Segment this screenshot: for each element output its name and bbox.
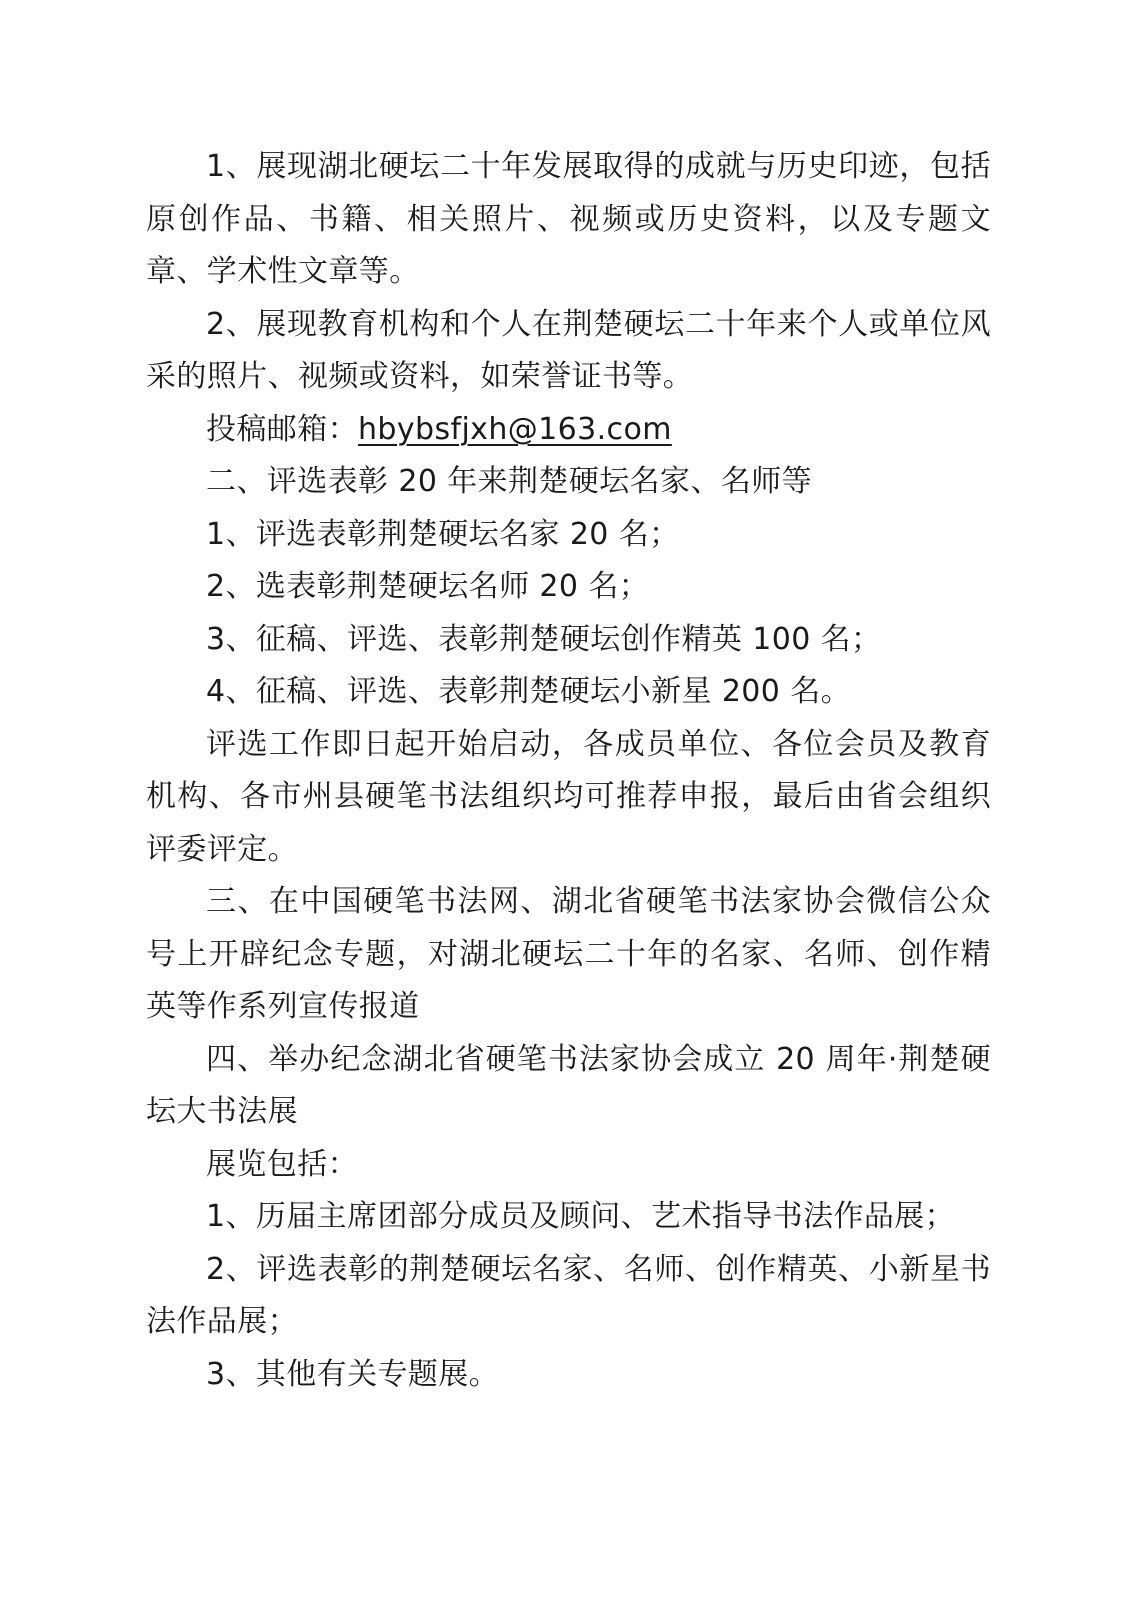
section2-item: 1、评选表彰荆楚硬坛名家 20 名；	[206, 516, 680, 552]
paragraph-achievements: 1、展现湖北硬坛二十年发展取得的成就与历史印迹，包括原创作品、书籍、相关照片、视频或历史资料，以及专题文章、学术性文章等。	[146, 149, 991, 289]
paragraph-institutions: 2、展现教育机构和个人在荆楚硬坛二十年来个人或单位风采的照片、视频或资料，如荣誉证书等。	[146, 306, 991, 394]
section4-item: 3、其他有关专题展。	[206, 1356, 500, 1392]
section4-item: 2、评选表彰的荆楚硬坛名家、名师、创作精英、小新星书法作品展；	[146, 1251, 991, 1339]
section2-item: 4、征稿、评选、表彰荆楚硬坛小新星 200 名。	[206, 674, 852, 709]
document-page	[146, 141, 991, 1401]
section3-heading: 三、在中国硬笔书法网、湖北省硬笔书法家协会微信公众号上开辟纪念专题，对湖北硬坛二十年的名家、名师、创作精英等作系列宣传报道	[146, 884, 991, 1024]
submission-email-line	[146, 404, 991, 457]
section2-item: 2、选表彰荆楚硬坛名师 20 名；	[206, 569, 650, 604]
section2-note: 评选工作即日起开始启动，各成员单位、各位会员及教育机构、各市州县硬笔书法组织均可推荐申报，最后由省会组织评委评定。	[146, 726, 991, 867]
section4-item: 1、历届主席团部分成员及顾问、艺术指导书法作品展；	[206, 1199, 956, 1234]
section4-heading: 四、举办纪念湖北省硬笔书法家协会成立 20 周年·荆楚硬坛大书法展	[146, 1041, 991, 1129]
email-link[interactable]: hbybsfjxh@163.com	[358, 411, 672, 447]
section2-heading: 二、评选表彰 20 年来荆楚硬坛名家、名师等	[206, 464, 813, 499]
section4-intro: 展览包括：	[206, 1146, 358, 1182]
section2-item: 3、征稿、评选、表彰荆楚硬坛创作精英 100 名；	[206, 621, 882, 657]
email-label: 投稿邮箱：	[206, 411, 358, 447]
